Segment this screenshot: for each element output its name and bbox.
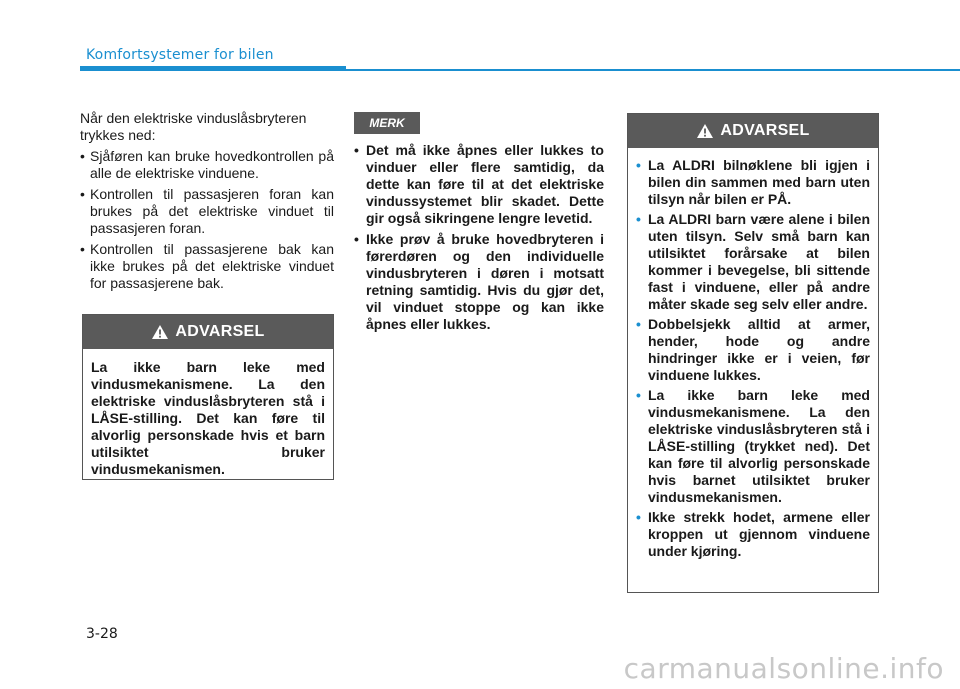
warning-triangle-icon — [696, 123, 714, 139]
list-item: • Ikke prøv å bruke hovedbryteren i førerdøren og den individuelle vindusbryteren i døren i motsatt retning samtidig. Hvis du gjør det, vil vinduet stoppe og kan ikke åpnes eller lukkes. — [354, 231, 604, 333]
bullet-list-1 — [80, 148, 334, 292]
list-item: • Kontrollen til passasjerene bak kan ikke brukes på det elektriske vinduet for passasjerene bak. — [80, 241, 334, 292]
watermark: carmanualsonline.info — [623, 652, 944, 685]
column-2 — [354, 142, 604, 337]
warning-header — [83, 315, 333, 349]
list-item: • Det må ikke åpnes eller lukkes to vinduer eller flere samtidig, da dette kan føre til at det elektriske vindussystemet blir skadet. Dette gir også sikringene lengre levetid. — [354, 142, 604, 227]
warning-title: ADVARSEL — [175, 323, 265, 340]
page-number: 3-28 — [86, 626, 118, 642]
list-item: • Sjåføren kan bruke hovedkontrollen på alle de elektriske vinduene. — [80, 148, 334, 182]
warning-triangle-icon — [151, 324, 169, 340]
note-badge: MERK — [354, 112, 420, 134]
header-rule-thick — [80, 66, 346, 71]
warning-title: ADVARSEL — [720, 122, 810, 139]
warning-list — [628, 148, 878, 560]
warning-box-2 — [627, 113, 879, 593]
list-item: • Ikke strekk hodet, armene eller kroppen ut gjennom vinduene under kjøring. — [636, 509, 870, 560]
note-list — [354, 142, 604, 333]
list-item: • Kontrollen til passasjeren foran kan brukes på det elektriske vinduet til passasjeren foran. — [80, 186, 334, 237]
column-1 — [80, 110, 334, 296]
intro-text: Når den elektriske vinduslåsbryteren trykkes ned: — [80, 110, 307, 143]
section-title: Komfortsystemer for bilen — [86, 47, 274, 63]
warning-text: La ikke barn leke med vindusmekanismene. La den elektriske vinduslåsbryteren stå i LÅSE-stilling. Det kan føre til alvorlig personskade hvis et barn utilsiktet bruker vindusmekanismen. — [91, 359, 325, 477]
list-item: • Dobbelsjekk alltid at armer, hender, hode og andre hindringer ikke er i veien, før vinduene lukkes. — [636, 316, 870, 384]
warning-header — [628, 114, 878, 148]
warning-box-1 — [82, 314, 334, 480]
list-item: • La ikke barn leke med vindusmekanismene. La den elektriske vinduslåsbryteren stå i LÅSE-stilling (trykket ned). Det kan føre til alvorlig personskade hvis barnet utilsiktet bruker vindusmekanismen. — [636, 387, 870, 506]
list-item: • La ALDRI barn være alene i bilen uten tilsyn. Selv små barn kan utilsiktet forårsake at bilen kommer i bevegelse, bli sittende fast i vinduene, eller på andre måter skade seg selv eller andre. — [636, 211, 870, 313]
list-item: • La ALDRI bilnøklene bli igjen i bilen din sammen med barn uten tilsyn når bilen er PÅ. — [636, 157, 870, 208]
header-rule-thin — [346, 69, 960, 71]
